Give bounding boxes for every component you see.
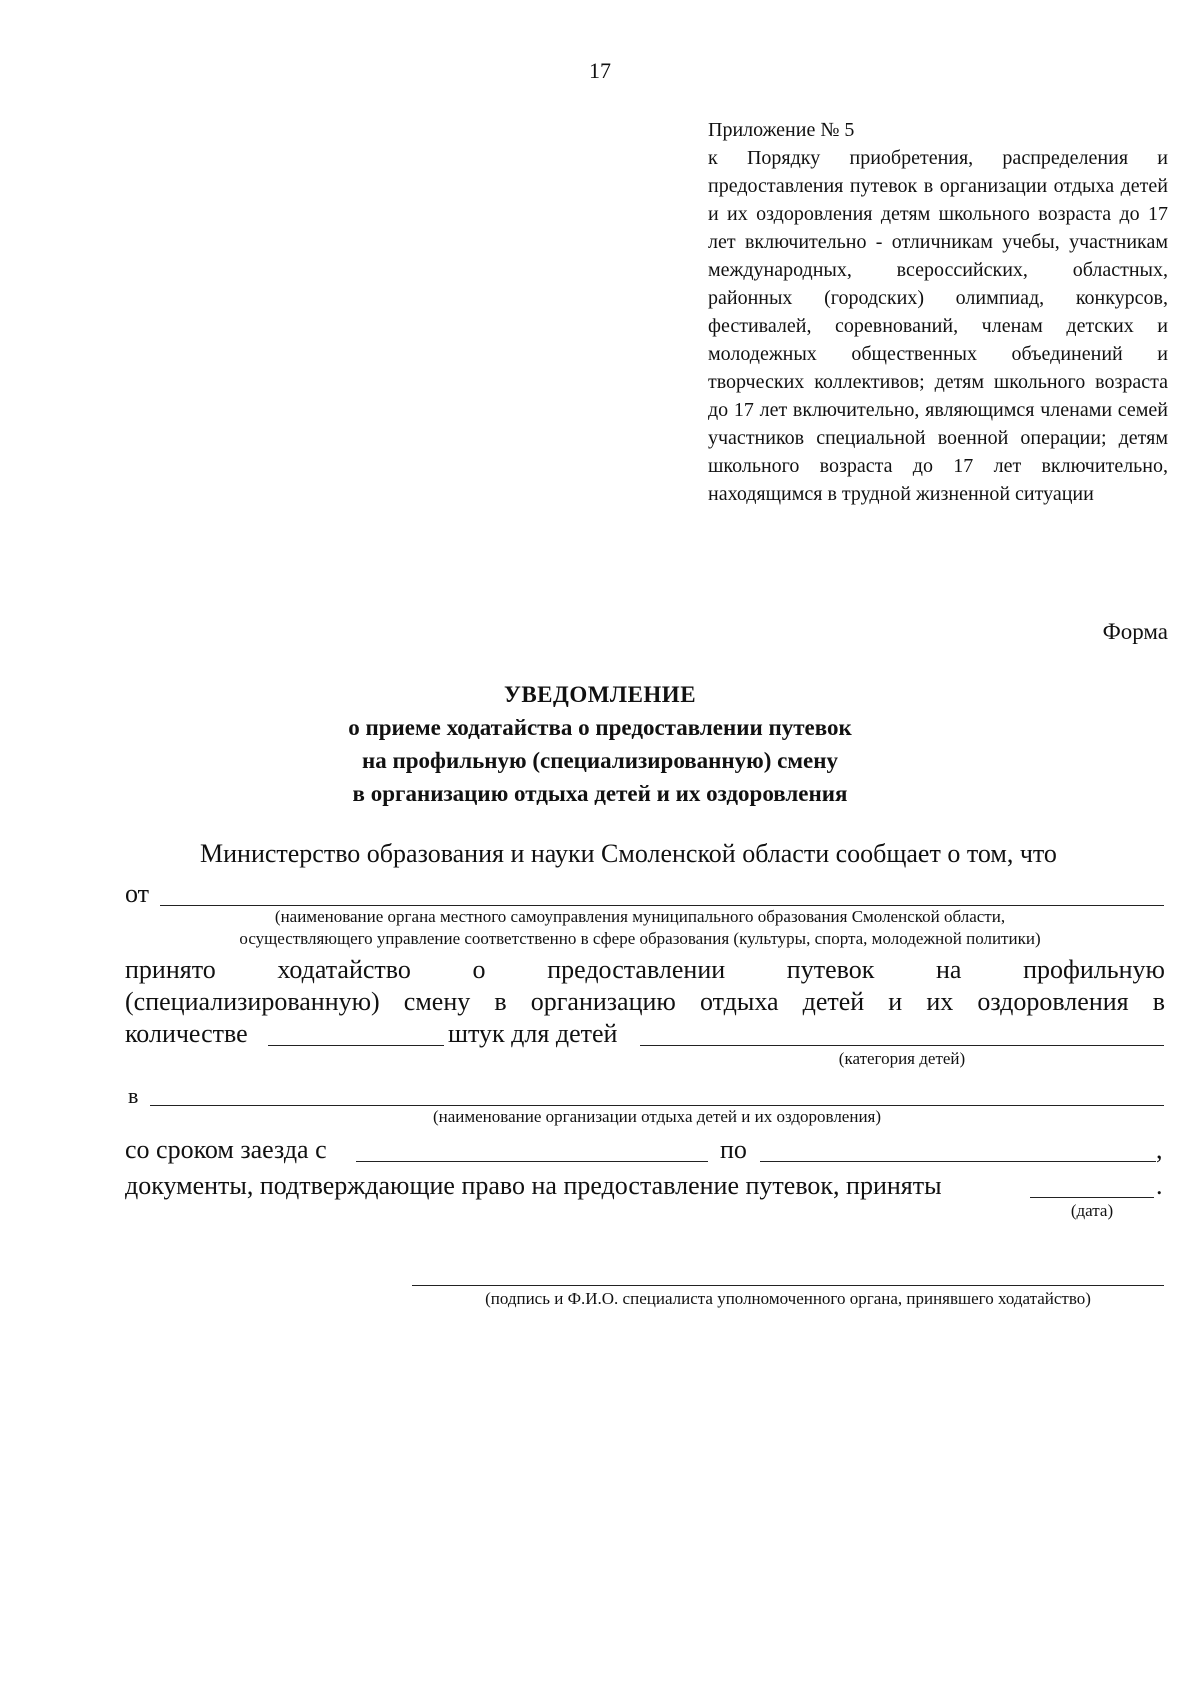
category-field-line[interactable] xyxy=(640,1045,1164,1046)
accepted-word: путевок xyxy=(786,955,875,984)
date-caption: (дата) xyxy=(1070,1201,1114,1220)
form-label: Форма xyxy=(1102,619,1168,644)
appendix-text: к Порядку приобретения, распределения и предоставления путевок в организации отдыха детей и их оздоровления детям школьного возраста до 17 лет включительно - отличникам учебы, участникам международных, всероссийских, областных, районных (городских) олимпиад, конкурсов, фестивалей, соревнований, членам детских и молодежных общественных объединений и творческих коллективов; детям школьного возраста до 17 лет включительно, являющимся членами семей участников специальной военной операции; детям школьного возраста до 17 лет включительно, находящимся в трудной жизненной ситуации xyxy=(708,147,1168,505)
from-caption-2: осуществляющего управление соответственно в сфере образования (культуры, спорта, молодежной политики) xyxy=(239,929,1041,948)
documents-period: . xyxy=(1156,1171,1163,1200)
pieces-label: штук для детей xyxy=(448,1019,618,1048)
heading-line-1: о приеме ходатайства о предоставлении путевок xyxy=(348,715,852,740)
accepted-word: на xyxy=(936,955,962,984)
signature-caption: (подпись и Ф.И.О. специалиста уполномоченного органа, принявшего ходатайство) xyxy=(485,1289,1091,1308)
from-caption-1: (наименование органа местного самоуправления муниципального образования Смоленской области, xyxy=(274,907,1006,926)
accepted-word: ходатайство xyxy=(277,955,411,984)
accepted-line-2: (специализированную) смену в организацию отдыха детей и их оздоровления в xyxy=(125,987,1165,1016)
accepted-word: принято xyxy=(125,955,216,984)
accepted-word: о xyxy=(472,955,486,984)
appendix-block xyxy=(708,116,1168,508)
in-label: в xyxy=(128,1083,139,1108)
term-end-field-line[interactable] xyxy=(760,1161,1156,1162)
accepted-word: профильную xyxy=(1023,955,1165,984)
term-to-label: по xyxy=(720,1135,747,1164)
category-caption: (категория детей) xyxy=(838,1049,966,1068)
appendix-title: Приложение № 5 xyxy=(708,119,855,141)
documents-date-field-line[interactable] xyxy=(1030,1197,1154,1198)
organization-caption: (наименование организации отдыха детей и их оздоровления) xyxy=(432,1107,882,1126)
quantity-label: количестве xyxy=(125,1019,248,1048)
document-title: УВЕДОМЛЕНИЕ xyxy=(503,682,697,707)
signature-field-line[interactable] xyxy=(412,1285,1164,1286)
quantity-field-line[interactable] xyxy=(268,1045,444,1046)
document-heading xyxy=(0,678,1200,810)
accepted-line-1 xyxy=(125,954,1165,986)
documents-label: документы, подтверждающие право на предоставление путевок, приняты xyxy=(125,1171,942,1200)
heading-line-3: в организацию отдыха детей и их оздоровления xyxy=(352,781,848,806)
intro-text: Министерство образования и науки Смоленской области сообщает о том, что xyxy=(200,839,1057,868)
page-number: 17 xyxy=(589,58,611,83)
term-comma: , xyxy=(1156,1135,1163,1164)
heading-line-2: на профильную (специализированную) смену xyxy=(361,748,838,773)
term-start-field-line[interactable] xyxy=(356,1161,708,1162)
accepted-word: предоставлении xyxy=(547,955,726,984)
term-label: со сроком заезда с xyxy=(125,1135,327,1164)
from-label: от xyxy=(125,879,150,908)
